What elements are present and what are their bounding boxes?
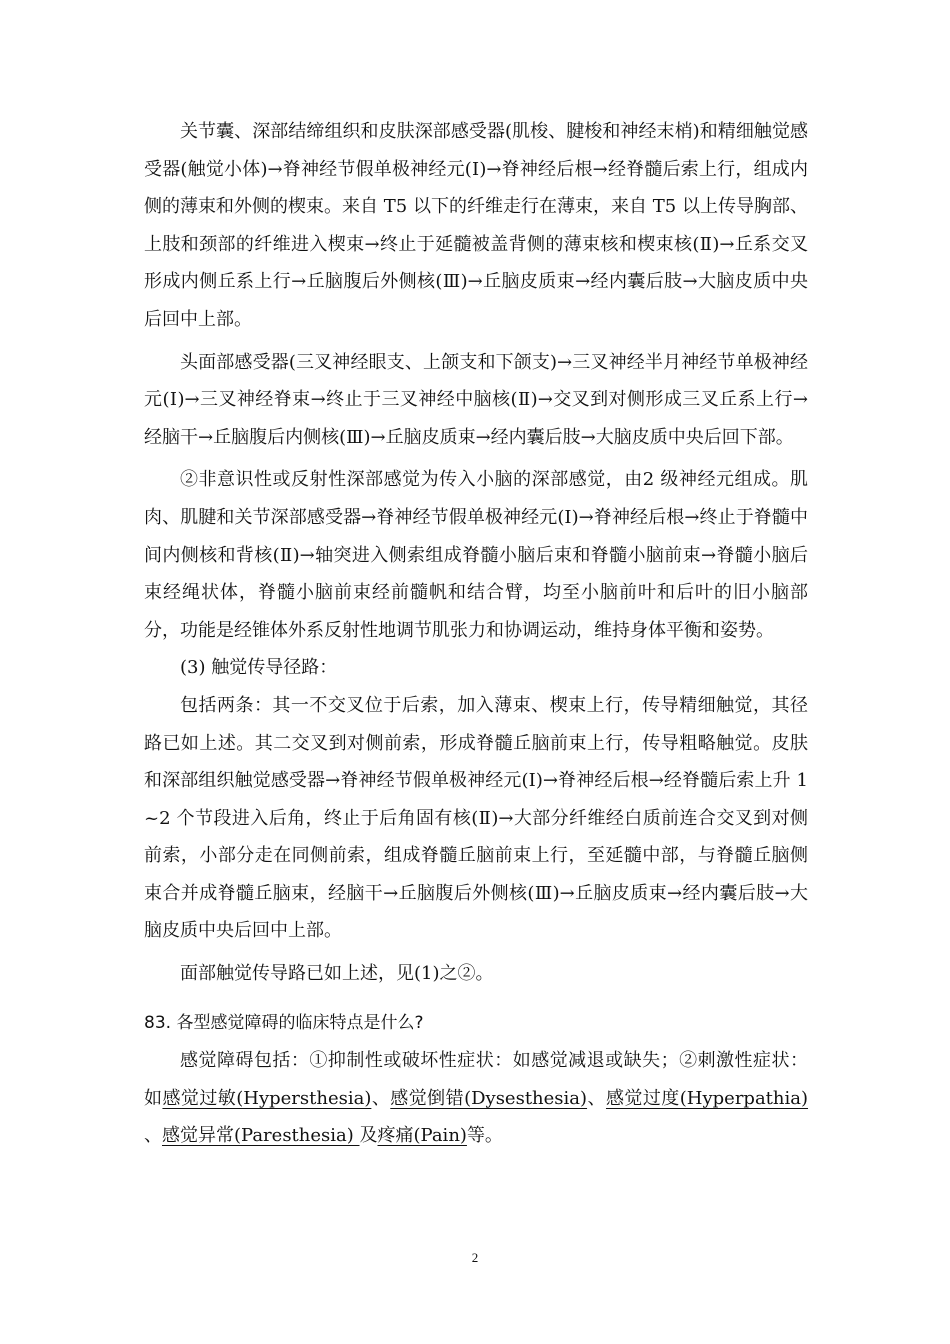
separator: 、 [371,1087,391,1109]
separator: 及 [359,1125,378,1147]
answer-intro: 感觉障碍包括：①抑制性或破坏性症状：如感觉减退或缺失；②刺激性症状：如 [144,1050,808,1109]
term-paresthesia: 感觉异常(Paresthesia) [162,1125,360,1147]
term-dysesthesia: 感觉倒错(Dysesthesia) [390,1087,588,1109]
page-number: 2 [471,1250,479,1265]
paragraph-head-face-pathway: 头面部感受器(三叉神经眼支、上颌支和下颌支)→三叉神经半月神经节单极神经元(Ⅰ)→三叉神经脊束→终止于三叉神经中脑核(Ⅱ)→交叉到对侧形成三叉丘系上行→经脑干→丘脑腹后内侧核(Ⅲ)→丘脑皮质束→经内囊后肢→大脑皮质中央后回下部。 [144,351,808,448]
separator: 、 [144,1125,162,1147]
paragraph-unconscious-deep-sensation [144,461,808,649]
document-body [144,113,808,1155]
paragraph-deep-sensation-pathway: 关节囊、深部结缔组织和皮肤深部感受器(肌梭、腱梭和神经末梢)和精细触觉感受器(触觉小体)→脊神经节假单极神经元(Ⅰ)→脊神经后根→经脊髓后索上行，组成内侧的薄束和外侧的楔束。来自 T5 以下的纤维走行在薄束，来自 T5 以上传导胸部、上肢和颈部的纤维进入楔束→终止于延髓被盖背侧的薄束核和楔束核(Ⅱ)→丘系交叉形成内侧丘系上行→丘脑腹后外侧核(Ⅲ)→丘脑皮质束→经内囊后肢→大脑皮质中央后回中上部。 [144,121,808,330]
paragraph-touch-route-detail: 皮肤和深部组织触觉感受器→脊神经节假单极神经元(Ⅰ)→脊神经后根→经脊髓后索上升 1~2 个节段进入后角，终止于后角固有核(Ⅱ)→大部分纤维经白质前连合交叉到对侧前索，小部分走在同侧前索，组成脊髓丘脑前束上行，至延髓中部，与脊髓丘脑侧束合并成脊髓丘脑束，经脑干→丘脑腹后外侧核(Ⅲ)→丘脑皮质束→经内囊后肢→大脑皮质中央后回中上部。 [144,732,809,942]
paragraph-unconscious-intro: ②非意识性或反射性深部感觉为传入小脑的深部感觉，由2 级神经元组成。 [180,469,790,491]
section-heading-touch-pathway: (3) 触觉传导径路： [180,657,338,679]
question-heading: 83. 各型感觉障碍的临床特点是什么? [144,1012,424,1033]
answer-paragraph [144,1042,808,1155]
paragraph-touch-routes-intro: 包括两条：其一不交叉位于后索，加入薄束、楔束上行，传导精细触觉，其径路已如上述。其二交叉到对侧前索，形成脊髓丘脑前束上行，传导粗略触觉。 [144,694,808,754]
paragraph-cerebellar-pathway: 肌肉、肌腱和关节深部感受器→脊神经节假单极神经元(Ⅰ)→脊神经后根→终止于脊髓中间内侧核和背核(Ⅱ)→轴突进入侧索组成脊髓小脑后束和脊髓小脑前束→脊髓小脑后束经绳状体，脊髓小脑前束经前髓帆和结合臂，均至小脑前叶和后叶的旧小脑部分，功能是经锥体外系反射性地调节肌张力和协调运动，维持身体平衡和姿势。 [144,469,808,641]
answer-tail: 等。 [466,1125,503,1147]
separator: 、 [587,1087,606,1109]
paragraph-touch-two-routes [144,687,808,950]
term-hypersthesia: 感觉过敏(Hypersthesia) [162,1087,372,1109]
term-hyperpathia: 感觉过度(Hyperpathia) [605,1087,809,1109]
paragraph-face-touch-note: 面部触觉传导路已如上述，见(1)之②。 [180,963,494,985]
term-pain: 疼痛(Pain) [377,1125,467,1147]
